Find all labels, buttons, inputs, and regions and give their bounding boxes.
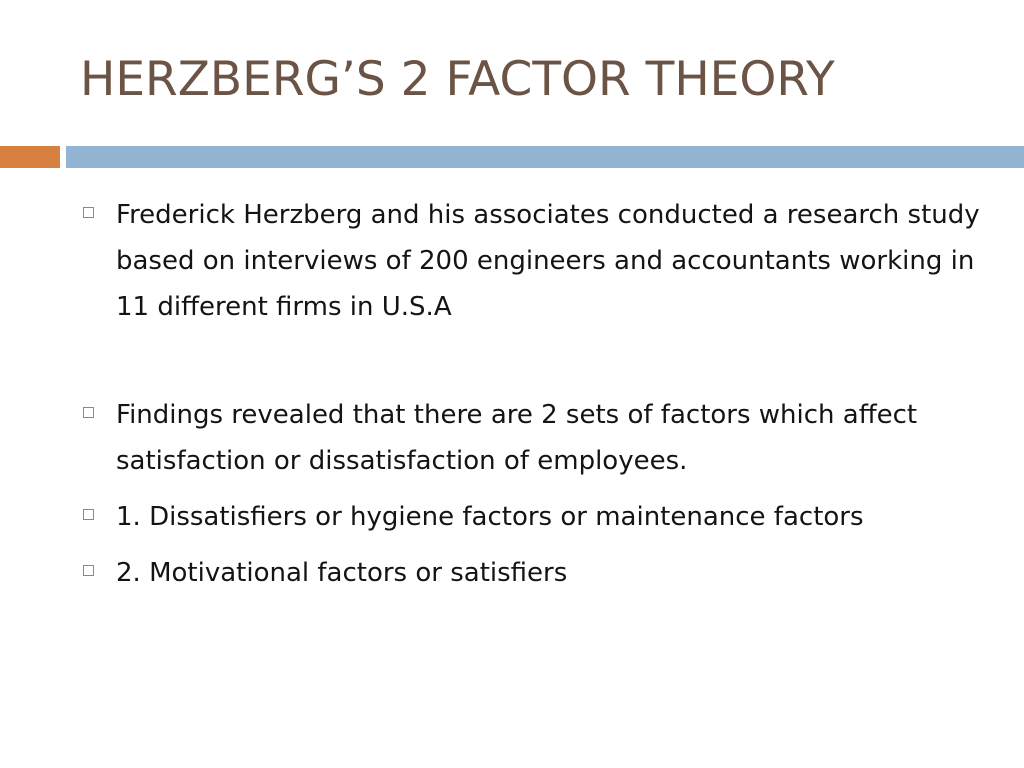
bullet-text: 2. Motivational factors or satisfiers	[116, 558, 568, 588]
bullet-item	[80, 392, 980, 484]
bullet-item	[80, 494, 980, 540]
hollow-square-bullet-icon	[83, 207, 94, 218]
bullet-item	[80, 550, 980, 596]
hollow-square-bullet-icon	[83, 509, 94, 520]
slide-title: HERZBERG’S 2 FACTOR THEORY	[80, 52, 835, 107]
bullet-list	[80, 192, 980, 596]
accent-bar-orange	[0, 146, 60, 168]
bullet-text: Findings revealed that there are 2 sets of factors which affect satisfaction or dissatisfaction of employees.	[116, 400, 918, 476]
accent-bar-blue	[66, 146, 1024, 168]
hollow-square-bullet-icon	[83, 565, 94, 576]
hollow-square-bullet-icon	[83, 407, 94, 418]
bullet-item	[80, 192, 980, 330]
bullet-text: 1. Dissatisfiers or hygiene factors or maintenance factors	[116, 502, 864, 532]
bullet-text: Frederick Herzberg and his associates conducted a research study based on interviews of 200 engineers and accountants working in 11 different firms in U.S.A	[116, 200, 980, 322]
